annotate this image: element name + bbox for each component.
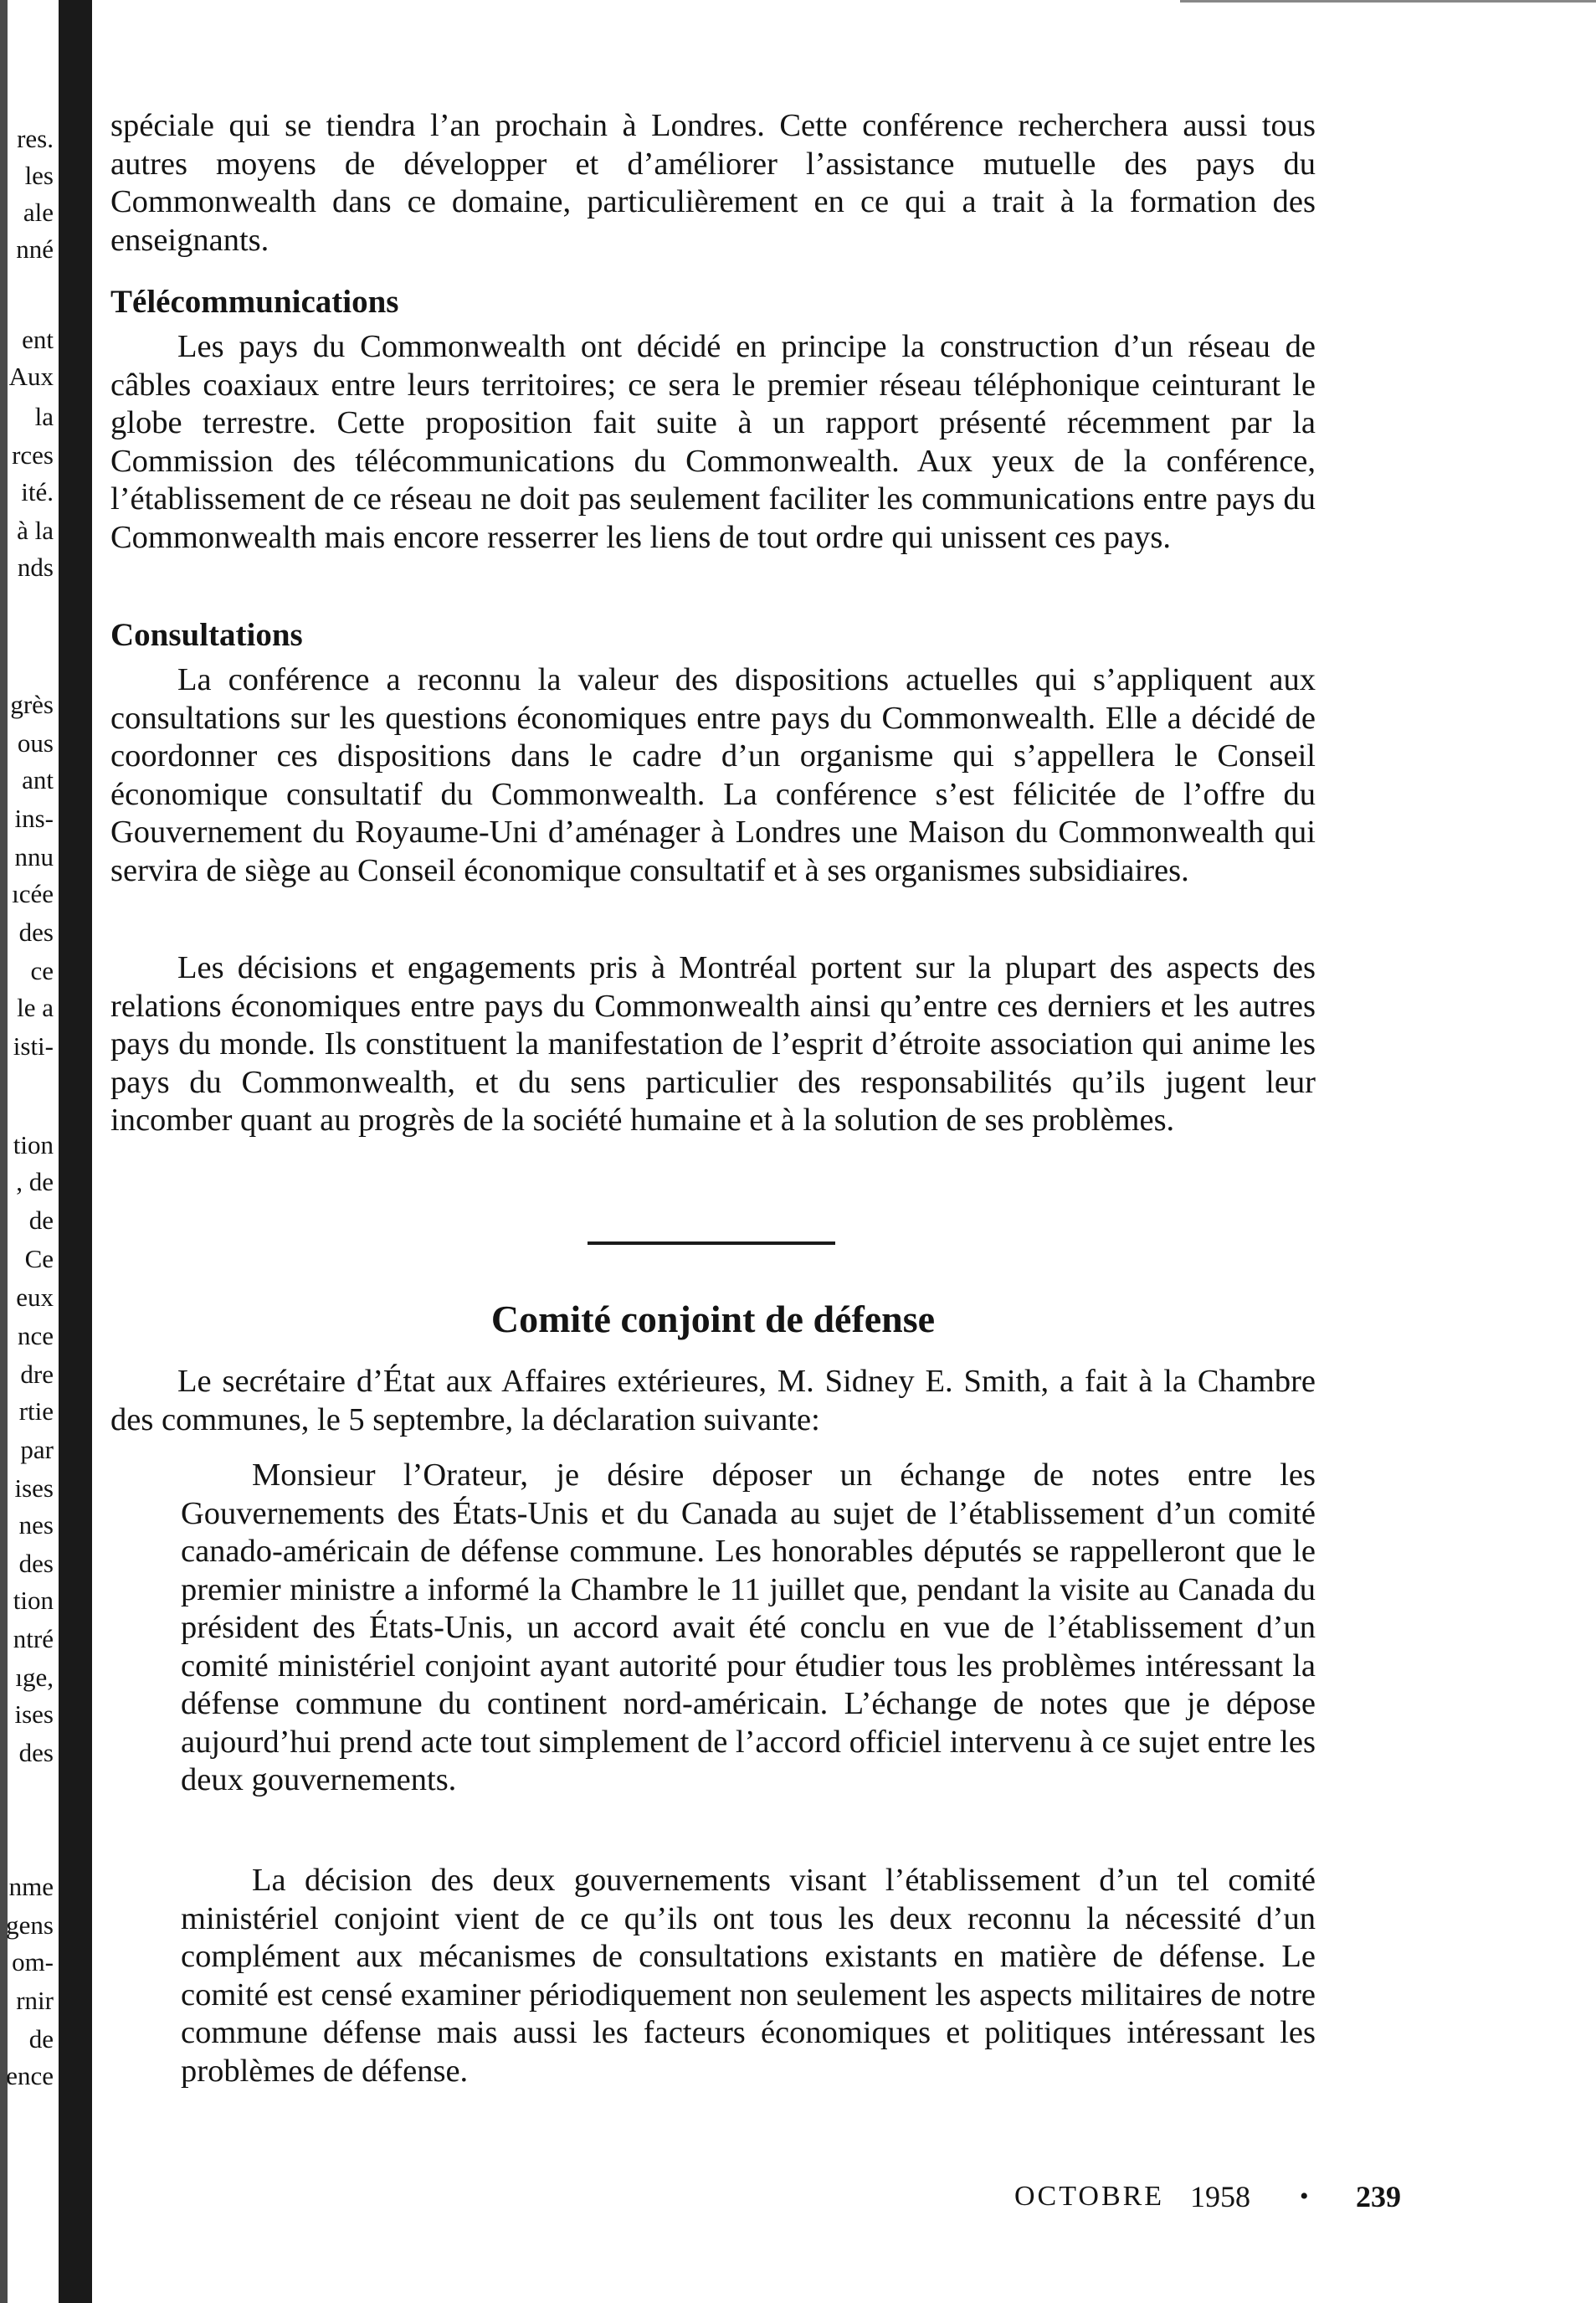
footer-year: 1958: [1190, 2180, 1250, 2213]
margin-fragment: Aux: [8, 362, 54, 391]
margin-fragment: nce: [17, 1321, 54, 1350]
margin-fragment: les: [24, 161, 54, 190]
footer-month: OCTOBRE: [1014, 2181, 1165, 2212]
margin-fragment: om-: [12, 1947, 54, 1977]
margin-fragment: ce: [30, 956, 54, 985]
opening-paragraph: spéciale qui se tiendra l’an prochain à Londres. Cette conférence recherchera aussi tous autres moyens de développer et d’améliorer l’assistance mutuelle des pays du Commonwealth dans ce domaine, particulièrement en ce qui a trait à la formation des enseignants.: [110, 108, 1316, 258]
margin-fragment: tion: [13, 1586, 54, 1615]
margin-fragment: ıcée: [12, 879, 54, 908]
margin-fragment: isti-: [13, 1031, 54, 1061]
consultations-paragraph-1: La conférence a reconnu la valeur des dispositions actuelles qui s’appliquent aux consultations sur les questions économiques entre pays du Commonwealth. Elle a décidé de coordonner ces dispositions dans le cadre d’un organisme qui s’appellera le Conseil économique consultatif du Commonwealth. La conférence s’est félicitée de l’offre du Gouvernement du Royaume-Uni d’aménager à Londres une Maison du Commonwealth qui servira de siège au Conseil économique consultatif et à ses organismes subsidiaires.: [110, 662, 1316, 888]
margin-fragment: nnu: [14, 842, 54, 871]
margin-fragment: rnir: [16, 1986, 54, 2015]
consultations-paragraph-2: Les décisions et engagements pris à Montréal portent sur la plupart des aspects des relations économiques entre pays du Commonwealth ainsi qu’entre ces derniers et les autres pays du monde. Ils constituent la manifestation de l’esprit d’étroite association qui anime les pays du Commonwealth, et du sens particulier des responsabilités qu’ils jugent leur incomber quant au progrès de la société humaine et à la solution de ses problèmes.: [110, 950, 1316, 1138]
section-heading-telecommunications: Télécommunications: [110, 284, 399, 320]
quoted-statement-paragraph-1: Monsieur l’Orateur, je désire déposer un échange de notes entre les Gouvernements des États-Unis et du Canada au sujet de l’établissement d’un comité canado-américain de défense commune. Les honorables députés se rappelleront que le premier ministre a informé la Chambre le 11 juillet que, pendant la visite au Canada du président des États-Unis, un accord avait été conclu en vue de l’établissement d’un comité ministériel conjoint ayant autorité pour étudier tous les problèmes intéressant la défense commune du continent nord-américain. L’échange de notes que je dépose aujourd’hui prend acte tout simplement de l’accord officiel intervenu à ce sujet entre les deux gouvernements.: [181, 1457, 1316, 1797]
margin-fragment: de: [28, 2024, 54, 2054]
margin-fragment: ité.: [21, 477, 54, 506]
margin-fragment: ous: [17, 728, 54, 758]
article-title: Comité conjoint de défense: [490, 1298, 936, 1340]
margin-fragment: des: [18, 1549, 54, 1578]
margin-fragment: eux: [16, 1283, 54, 1312]
margin-fragment: nes: [18, 1510, 54, 1540]
section-separator: [588, 1241, 835, 1245]
margin-fragment: ntré: [13, 1624, 54, 1653]
section-heading-consultations: Consultations: [110, 617, 303, 653]
margin-fragment: à la: [17, 516, 54, 545]
margin-fragment: ant: [22, 765, 54, 794]
committee-intro-paragraph: Le secrétaire d’État aux Affaires extérieures, M. Sidney E. Smith, a fait à la Chambre des communes, le 5 septembre, la déclaration suivante:: [110, 1364, 1316, 1437]
margin-fragment: ises: [14, 1473, 54, 1503]
margin-fragment: la: [34, 402, 54, 431]
margin-fragment: ale: [23, 198, 54, 227]
margin-fragment: ent: [22, 325, 54, 354]
margin-fragment: tion: [13, 1130, 54, 1159]
margin-fragment: gens: [6, 1910, 54, 1940]
margin-fragment: rces: [12, 440, 54, 470]
margin-fragment: res.: [17, 124, 54, 153]
margin-fragment: ises: [14, 1699, 54, 1729]
margin-fragment: dre: [20, 1360, 54, 1389]
margin-fragment: par: [20, 1435, 54, 1464]
adjacent-page-margin: [0, 0, 59, 2303]
margin-fragment: ins-: [14, 804, 54, 833]
margin-fragment: , de: [16, 1167, 54, 1196]
margin-fragment: des: [18, 918, 54, 947]
margin-fragment: Ce: [24, 1244, 54, 1273]
margin-fragment: grès: [10, 690, 54, 719]
footer-bullet: •: [1300, 2182, 1309, 2210]
margin-fragment: ence: [6, 2061, 54, 2090]
margin-fragment: le a: [17, 993, 54, 1022]
margin-fragment: nme: [8, 1872, 54, 1901]
margin-fragment: ıge,: [15, 1663, 54, 1692]
margin-fragment: nds: [17, 553, 54, 582]
margin-fragment: des: [18, 1738, 54, 1767]
quoted-statement-paragraph-2: La décision des deux gouvernements visant l’établissement d’un tel comité ministériel conjoint vient de ce qu’ils ont tous les deux reconnu la nécessité d’un complément aux mécanismes de consultations existants en matière de défense. Le comité est censé examiner périodiquement non seulement les aspects militaires de notre commune défense mais aussi les facteurs économiques et politiques intéressant les problèmes de défense.: [181, 1863, 1316, 2089]
top-rule: [1180, 0, 1596, 3]
margin-fragment: de: [28, 1205, 54, 1235]
margin-fragment: rtie: [18, 1396, 54, 1426]
binding-shadow: [59, 0, 92, 2303]
margin-fragment: nné: [16, 234, 54, 264]
page-number: 239: [1356, 2180, 1401, 2213]
telecommunications-paragraph: Les pays du Commonwealth ont décidé en principe la construction d’un réseau de câbles coaxiaux entre leurs territoires; ce sera le premier réseau téléphonique ceinturant le globe terrestre. Cette proposition fait suite à un rapport présenté récemment par la Commission des télécommunications du Commonwealth. Aux yeux de la conférence, l’établissement de ce réseau ne doit pas seulement faciliter les communications entre pays du Commonwealth mais encore resserrer les liens de tout ordre qui unissent ces pays.: [110, 329, 1316, 555]
